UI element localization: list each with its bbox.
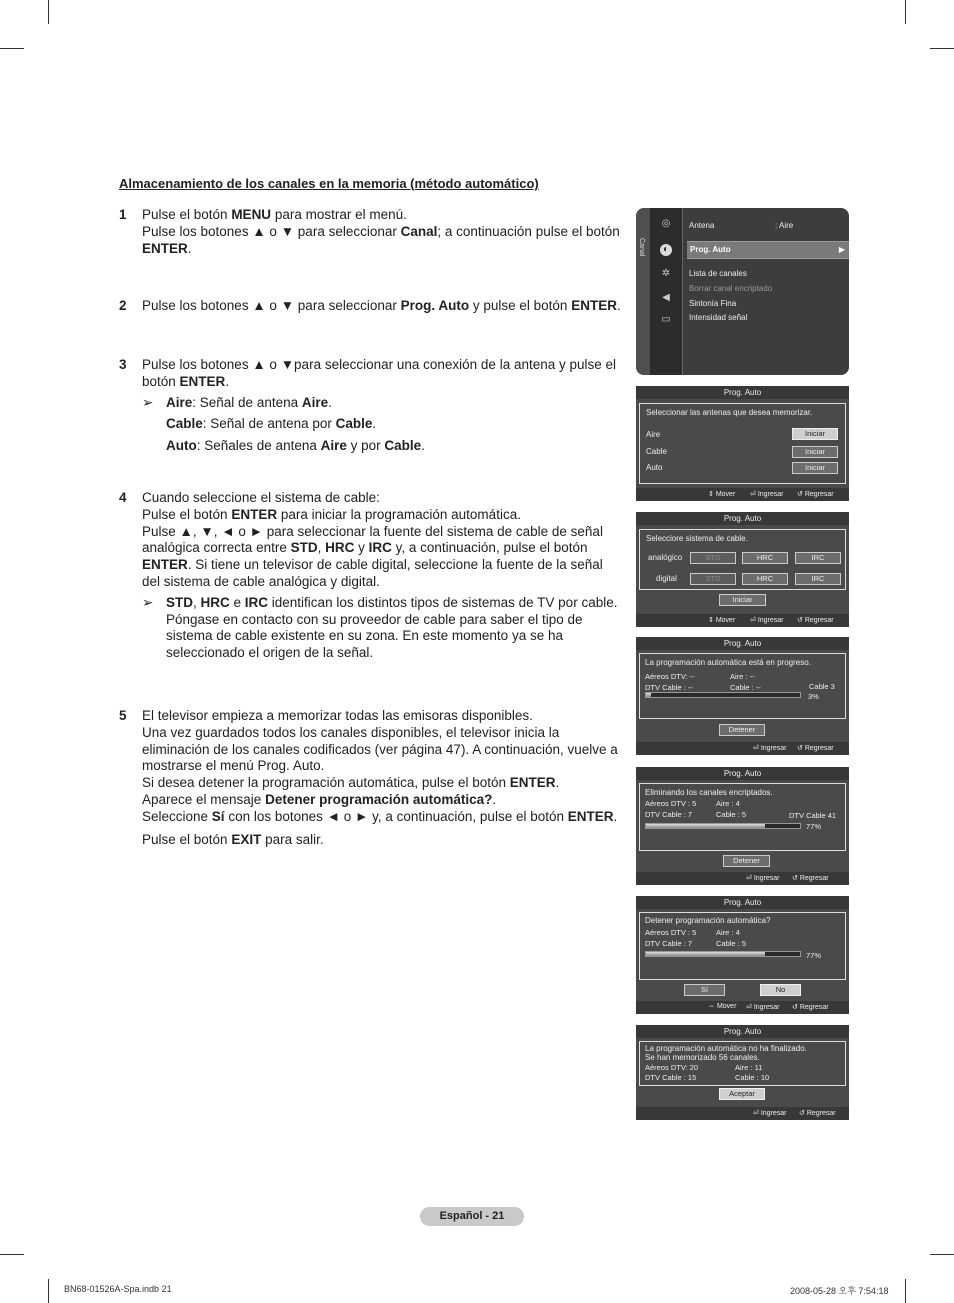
air-count: Aire : 4 (716, 928, 740, 937)
start-auto-button[interactable]: Iniciar (792, 462, 838, 474)
step-text: Pulse el botón MENU para mostrar el menú. Pulse los botones ▲ o ▼ para seleccionar Canal; a continuación pulse el botón ENTER. (142, 207, 620, 256)
move-label: Mover (716, 1003, 737, 1010)
step-5 (119, 708, 624, 848)
step-number: 4 (119, 490, 127, 505)
current-channel: Cable 3 (809, 682, 835, 691)
page-number-badge: Español - 21 (420, 1207, 524, 1226)
osd-footer (636, 1107, 849, 1120)
channel-menu-screenshot (636, 208, 849, 375)
progress-fill (646, 693, 651, 697)
menu-icon-column (650, 208, 682, 375)
cable-dtv-count: DTV Cable : 7 (645, 939, 693, 948)
osd-header: Prog. Auto (636, 767, 849, 780)
osd-not-finished (636, 1025, 849, 1120)
analog-hrc-button[interactable]: HRC (742, 552, 788, 564)
start-cable-button[interactable]: Iniciar (792, 446, 838, 458)
enter-label: Ingresar (760, 745, 787, 752)
analog-std-button[interactable]: STD (690, 552, 736, 564)
menu-spine (636, 208, 650, 375)
current-channel: DTV Cable 41 (789, 811, 837, 820)
crop-mark (930, 1254, 954, 1255)
return-hint (797, 744, 834, 752)
enter-hint (750, 616, 784, 624)
air-count: Aire : 11 (735, 1063, 763, 1072)
osd-footer (636, 614, 849, 627)
move-label: Mover (715, 491, 736, 498)
enter-label: Ingresar (760, 1110, 787, 1117)
cable-count: Cable : 10 (735, 1073, 770, 1082)
progress-percent: 3% (808, 692, 819, 701)
menu-item-antena[interactable]: Antena (689, 221, 715, 230)
enter-hint (746, 874, 780, 882)
osd-body (639, 1041, 846, 1086)
osd-body (639, 529, 846, 590)
crop-mark (905, 1279, 906, 1303)
enter-icon: ⏎ (753, 1110, 759, 1117)
cable-dtv-count: DTV Cable : -- (645, 683, 693, 692)
setup-icon: ✲ (661, 268, 671, 279)
enter-hint (753, 744, 787, 752)
sound-icon: ◀ (662, 292, 670, 303)
enter-icon: ⏎ (750, 617, 756, 624)
step-number: 1 (119, 207, 127, 222)
updown-icon: ⇕ (708, 491, 714, 498)
step-number: 2 (119, 298, 127, 313)
enter-icon: ⏎ (746, 875, 752, 882)
return-icon: ↺ (797, 745, 803, 752)
move-hint (708, 616, 735, 624)
move-hint (708, 1003, 736, 1010)
start-aire-button[interactable]: Iniciar (792, 428, 838, 440)
step-4 (119, 490, 624, 667)
crop-mark (48, 1279, 49, 1303)
osd-autoprog-progress (636, 637, 849, 755)
cable-count: Cable : -- (730, 683, 761, 692)
exit-text: Pulse el botón EXIT para salir. (142, 831, 324, 847)
step-number: 5 (119, 708, 127, 723)
chevron-right-icon: ▶ (838, 245, 845, 254)
progress-percent: 77% (806, 822, 822, 831)
return-label: Regresar (804, 491, 834, 498)
no-button[interactable]: No (760, 984, 801, 996)
osd-body (639, 653, 846, 719)
cable-count: Cable : 5 (716, 810, 747, 819)
osd-message: La programación automática está en progreso. (645, 658, 811, 667)
analog-label: analógico (648, 553, 683, 562)
note-line: Auto: Señales de antena Aire y por Cable. (166, 438, 425, 454)
enter-hint (753, 1109, 787, 1117)
input-icon: ◎ (661, 218, 671, 229)
move-label: Mover (715, 617, 736, 624)
osd-header: Prog. Auto (636, 386, 849, 399)
osd-header: Prog. Auto (636, 896, 849, 909)
picture-icon: ◐ (660, 244, 672, 256)
crop-mark (905, 0, 906, 24)
progress-bar (645, 692, 801, 698)
progress-bar (645, 951, 801, 957)
return-label: Regresar (799, 875, 829, 882)
return-label: Regresar (804, 745, 834, 752)
antenna-note (142, 395, 624, 455)
stop-button[interactable]: Detener (723, 855, 770, 867)
crop-mark (930, 48, 954, 49)
file-name: BN68-01526A-Spa.indb 21 (64, 1284, 172, 1294)
enter-label: Ingresar (753, 875, 780, 882)
osd-message: Eliminando los canales encriptados. (645, 788, 773, 797)
air-count: Aire : 4 (716, 799, 740, 808)
air-dtv-count: Aéreos DTV: -- (645, 672, 695, 681)
option-label-cable: Cable (646, 447, 667, 456)
osd-header: Prog. Auto (636, 637, 849, 650)
option-label-aire: Aire (646, 430, 661, 439)
note-line: Cable: Señal de antena por Cable. (166, 416, 377, 432)
return-label: Regresar (804, 617, 834, 624)
menu-items (682, 208, 849, 375)
option-label-auto: Auto (646, 463, 663, 472)
menu-item-sintonia[interactable]: Sintonía Fina (689, 299, 737, 308)
osd-prompt: Selecciore sistema de cable. (646, 534, 748, 543)
menu-item-prog-auto[interactable] (687, 241, 849, 259)
crop-mark (0, 1254, 24, 1255)
osd-channels-stored: Se han memorizado 56 canales. (645, 1053, 760, 1062)
step-text: Cuando seleccione el sistema de cable: Pulse el botón ENTER para iniciar la programación automática. Pulse ▲, ▼, ◄ o ► para seleccionar la fuente del sistema de cable de señal analógica correcta entre STD, HRC y IRC y, a continuación, pulse el botón ENTER. Si tiene un televisor de cable digital, seleccione la fuente de la señal del sistema de cable analógica y digital. (142, 490, 603, 589)
return-label: Regresar (799, 1004, 829, 1011)
air-count: Aire : -- (730, 672, 755, 681)
osd-footer (636, 742, 849, 755)
menu-item-intensidad[interactable]: Intensidad señal (689, 313, 748, 322)
return-icon: ↺ (799, 1110, 805, 1117)
return-hint (799, 1109, 836, 1117)
leftright-icon: ⇔ (708, 1003, 715, 1010)
cable-dtv-count: DTV Cable : 7 (645, 810, 693, 819)
menu-selected-label: Prog. Auto (690, 245, 731, 254)
menu-antena-value: : Aire (775, 221, 794, 230)
crop-mark (0, 48, 24, 49)
note-line: STD, HRC e IRC identifican los distintos tipos de sistemas de TV por cable. Póngase en contacto con su proveedor de cable para saber el tipo de sistema de cable existente en su zona. En este momento ya se ha seleccionado el origen de la señal. (166, 594, 618, 661)
menu-item-lista[interactable]: Lista de canales (689, 269, 747, 278)
start-button[interactable]: Iniciar (719, 594, 766, 606)
osd-removing-scrambled (636, 767, 849, 885)
step-number: 3 (119, 357, 127, 372)
return-hint (797, 490, 834, 498)
progress-fill (646, 824, 765, 828)
return-hint (797, 616, 834, 624)
cable-dtv-count: DTV Cable : 15 (645, 1073, 697, 1082)
progress-fill (646, 952, 765, 956)
note-line: Aire: Señal de antena Aire. (166, 394, 332, 410)
enter-label: Ingresar (757, 491, 784, 498)
air-dtv-count: Aéreos DTV : 5 (645, 928, 697, 937)
digital-hrc-button[interactable]: HRC (742, 573, 788, 585)
enter-hint (750, 490, 784, 498)
osd-footer (636, 872, 849, 885)
menu-item-borrar: Borrar canal encriptado (689, 284, 773, 293)
step-3 (119, 357, 624, 460)
return-icon: ↺ (797, 617, 803, 624)
print-date: 2008-05-28 오후 7:54:18 (790, 1286, 889, 1296)
return-label: Regresar (806, 1110, 836, 1117)
step-1 (119, 207, 624, 257)
air-dtv-count: Aéreos DTV : 5 (645, 799, 697, 808)
osd-body (639, 403, 846, 484)
updown-icon: ⇕ (708, 617, 714, 624)
osd-header: Prog. Auto (636, 1025, 849, 1038)
step-2 (119, 298, 624, 315)
air-dtv-count: Aéreos DTV: 20 (645, 1063, 699, 1072)
return-hint (792, 874, 829, 882)
return-hint (792, 1003, 829, 1011)
osd-stop-confirm (636, 896, 849, 1014)
osd-body (639, 783, 846, 851)
analog-irc-button[interactable]: IRC (795, 552, 841, 564)
enter-icon: ⏎ (750, 491, 756, 498)
progress-percent: 77% (806, 951, 822, 960)
crop-mark (48, 0, 49, 24)
arrow-bullet-icon: ➢ (142, 394, 154, 410)
step-text: Pulse los botones ▲ o ▼para seleccionar una conexión de la antena y pulse el botón ENTER. (142, 357, 617, 389)
enter-label: Ingresar (753, 1004, 780, 1011)
osd-cable-system (636, 512, 849, 627)
osd-footer (636, 1001, 849, 1014)
step-text: Pulse los botones ▲ o ▼ para seleccionar Prog. Auto y pulse el botón ENTER. (142, 298, 621, 313)
osd-header: Prog. Auto (636, 512, 849, 525)
osd-message: La programación automática no ha finalizado. (645, 1044, 807, 1053)
osd-message: Detener programación automática? (645, 916, 771, 925)
accept-button[interactable]: Aceptar (719, 1088, 765, 1100)
digital-label: digital (656, 574, 677, 583)
stop-button[interactable]: Detener (719, 724, 765, 736)
menu-spine-label: Canal (638, 238, 645, 257)
arrow-bullet-icon: ➢ (142, 594, 154, 610)
enter-icon: ⏎ (746, 1004, 752, 1011)
return-icon: ↺ (792, 1004, 798, 1011)
yes-button[interactable]: Sí (684, 984, 725, 996)
enter-hint (746, 1003, 780, 1011)
enter-label: Ingresar (757, 617, 784, 624)
move-hint (708, 490, 735, 498)
digital-irc-button[interactable]: IRC (795, 573, 841, 585)
return-icon: ↺ (797, 491, 803, 498)
osd-body (639, 912, 846, 980)
osd-prompt: Seleccionar las antenas que desea memorizar. (646, 408, 813, 417)
section-title: Almacenamiento de los canales en la memoria (método automático) (119, 176, 539, 191)
cable-system-note (142, 595, 624, 662)
osd-footer (636, 488, 849, 501)
channel-icon: ▭ (661, 314, 671, 325)
cable-count: Cable : 5 (716, 939, 747, 948)
step-text: El televisor empieza a memorizar todas las emisoras disponibles. Una vez guardados todos los canales disponibles, el televisor inicia la eliminación de los canales codificados (ver página 47). A continuación, vuelve a mostrarse el menú Prog. Auto. Si desea detener la programación automática, pulse el botón ENTER. Aparece el mensaje Detener programación automática?. Seleccione Sí con los botones ◄ o ► y, a continuación, pulse el botón ENTER. (142, 708, 618, 824)
progress-bar (645, 823, 801, 829)
enter-icon: ⏎ (753, 745, 759, 752)
osd-antenna-select (636, 386, 849, 501)
digital-std-button[interactable]: STD (690, 573, 736, 585)
return-icon: ↺ (792, 875, 798, 882)
